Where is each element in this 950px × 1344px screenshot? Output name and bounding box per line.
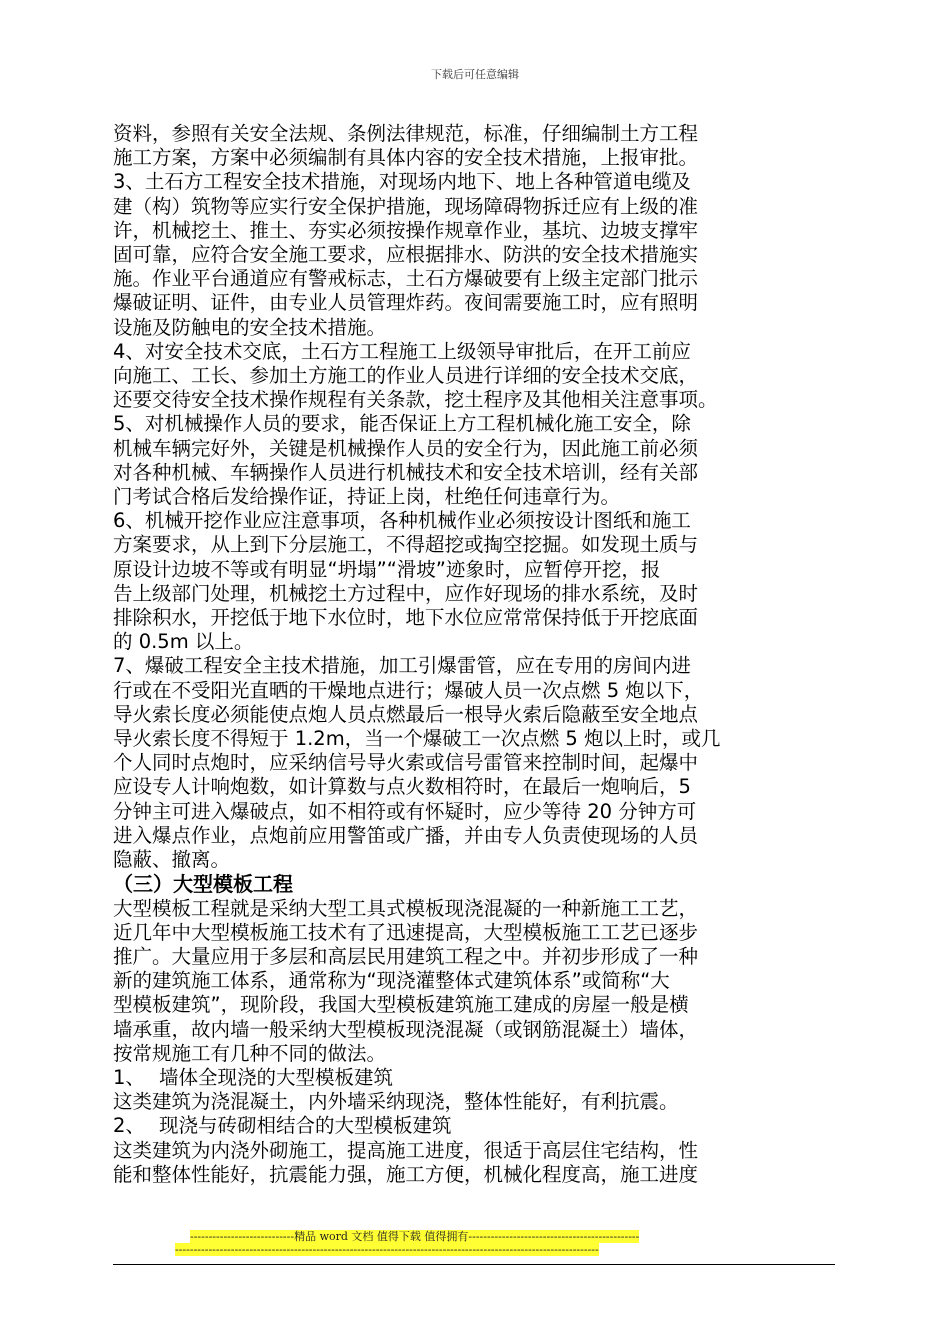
text-line: 向施工、工长、参加土方施工的作业人员进行详细的安全技术交底， xyxy=(113,364,699,388)
text-line: 资料，参照有关安全法规、条例法律规范，标准，仔细编制土方工程 xyxy=(113,122,699,145)
section-heading: （三）大型模板工程 xyxy=(113,872,293,897)
header-text: 下载后可任意编辑 xyxy=(431,68,519,81)
text-line: 3、土石方工程安全技术措施，对现场内地下、地上各种管道电缆及 xyxy=(113,170,691,194)
text-line: 7、爆破工程安全主技术措施，加工引爆雷管，应在专用的房间内进 xyxy=(113,654,691,678)
text-line: 个人同时点炮时，应采纳信号导火索或信号雷管来控制时间，起爆中 xyxy=(113,751,699,775)
text-line: 进入爆点作业，点炮前应用警笛或广播，并由专人负责使现场的人员 xyxy=(113,823,699,847)
text-line: 分钟主可进入爆破点，如不相符或有怀疑时，应少等待 20 分钟方可 xyxy=(113,799,697,823)
text-line: 许，机械挖土、推土、夯实必须按操作规章作业，基坑、边坡支撑牢 xyxy=(113,218,699,242)
text-line: 5、对机械操作人员的要求，能否保证上方工程机械化施工安全，除 xyxy=(113,412,691,436)
footer-dashes xyxy=(175,1243,775,1256)
text-line: 隐蔽、撤离。 xyxy=(113,848,231,872)
list-item-text: 这类建筑为浇混凝土，内外墙采纳现浇，整体性能好，有利抗震。 xyxy=(113,1090,679,1114)
text-line: 还要交待安全技术操作规程有关条款，挖土程序及其他相关注意事项。 xyxy=(113,388,718,412)
section-text-line: 推广。大量应用于多层和高层民用建筑工程之中。并初步形成了一种 xyxy=(113,944,699,968)
section-text-line: 按常规施工有几种不同的做法。 xyxy=(113,1041,387,1065)
text-line: 施工方案，方案中必须编制有具体内容的安全技术措施，上报审批。 xyxy=(113,146,699,170)
text-line: 导火索长度必须能使点炮人员点燃最后一根导火索后隐蔽至安全地点 xyxy=(113,702,699,726)
list-item-number: 1、 xyxy=(113,1065,145,1089)
list-item-title xyxy=(113,1114,853,1138)
text-line: 固可靠，应符合安全施工要求，应根据排水、防洪的安全技术措施实 xyxy=(113,243,699,267)
footer-banner-text: ----------------------------精品 word 文档 值得下载 值得拥有---------------------------------------------- xyxy=(190,1230,640,1243)
page-header xyxy=(0,66,950,82)
section-text-line: 墙承重，故内墙一般采纳大型模板现浇混凝（或钢筋混凝土）墙体， xyxy=(113,1017,699,1041)
text-line: 应设专人计响炮数，如计算数与点火数相符时，在最后一炮响后，5 xyxy=(113,775,691,799)
list-item-text: 这类建筑为内浇外砌施工，提高施工进度，很适于高层住宅结构，性 xyxy=(113,1138,699,1162)
list-item-title xyxy=(113,1066,853,1090)
list-item-label: 墙体全现浇的大型模板建筑 xyxy=(159,1065,394,1089)
text-line: 4、对安全技术交底，土石方工程施工上级领导审批后，在开工前应 xyxy=(113,339,691,363)
text-line: 导火索长度不得短于 1.2m，当一个爆破工一次点燃 5 炮以上时，或几 xyxy=(113,727,721,751)
text-line: 爆破证明、证件，由专业人员管理炸药。夜间需要施工时，应有照明 xyxy=(113,291,699,315)
text-line: 施。作业平台通道应有警戒标志，土石方爆破要有上级主定部门批示 xyxy=(113,267,699,291)
text-line: 行或在不受阳光直晒的干燥地点进行；爆破人员一次点燃 5 炮以下， xyxy=(113,678,704,702)
footer-banner xyxy=(190,1230,762,1243)
text-line: 6、机械开挖作业应注意事项，各种机械作业必须按设计图纸和施工 xyxy=(113,509,691,533)
text-line: 设施及防触电的安全技术措施。 xyxy=(113,315,387,339)
section-text-line: 新的建筑施工体系，通常称为“现浇灌整体式建筑体系”或简称“大 xyxy=(113,969,670,993)
footer-divider xyxy=(113,1264,835,1265)
page-footer xyxy=(113,1230,835,1265)
text-line: 的 0.5m 以上。 xyxy=(113,630,254,654)
footer-dashes-text: ------------------------------------------------------------------------------------------------------------------ xyxy=(175,1243,599,1256)
list-item-number: 2、 xyxy=(113,1114,145,1138)
section-text-line: 型模板建筑”，现阶段，我国大型模板建筑施工建成的房屋一般是横 xyxy=(113,993,689,1017)
text-line: 告上级部门处理，机械挖土方过程中，应作好现场的排水系统，及时 xyxy=(113,581,699,605)
list-item-text: 能和整体性能好，抗震能力强，施工方便，机械化程度高，施工进度 xyxy=(113,1162,699,1186)
text-line: 门考试合格后发给操作证，持证上岗，杜绝任何违章行为。 xyxy=(113,485,621,509)
text-line: 对各种机械、车辆操作人员进行机械技术和安全技术培训，经有关部 xyxy=(113,460,699,484)
list-item-label: 现浇与砖砌相结合的大型模板建筑 xyxy=(159,1114,452,1138)
text-line: 原设计边坡不等或有明显“坍塌”“滑坡”迹象时，应暂停开挖，报 xyxy=(113,557,661,581)
text-line: 建（构）筑物等应实行安全保护措施，现场障碍物拆迁应有上级的准 xyxy=(113,194,699,218)
document-body xyxy=(113,122,853,1187)
text-line: 机械车辆完好外，关键是机械操作人员的安全行为，因此施工前必须 xyxy=(113,436,699,460)
text-line: 方案要求，从上到下分层施工，不得超挖或掏空挖掘。如发现土质与 xyxy=(113,533,699,557)
section-text-line: 近几年中大型模板施工技术有了迅速提高，大型模板施工工艺已逐步 xyxy=(113,920,699,944)
section-text-line: 大型模板工程就是采纳大型工具式模板现浇混凝的一种新施工工艺， xyxy=(113,896,699,920)
text-line: 排除积水，开挖低于地下水位时，地下水位应常常保持低于开挖底面 xyxy=(113,606,699,630)
